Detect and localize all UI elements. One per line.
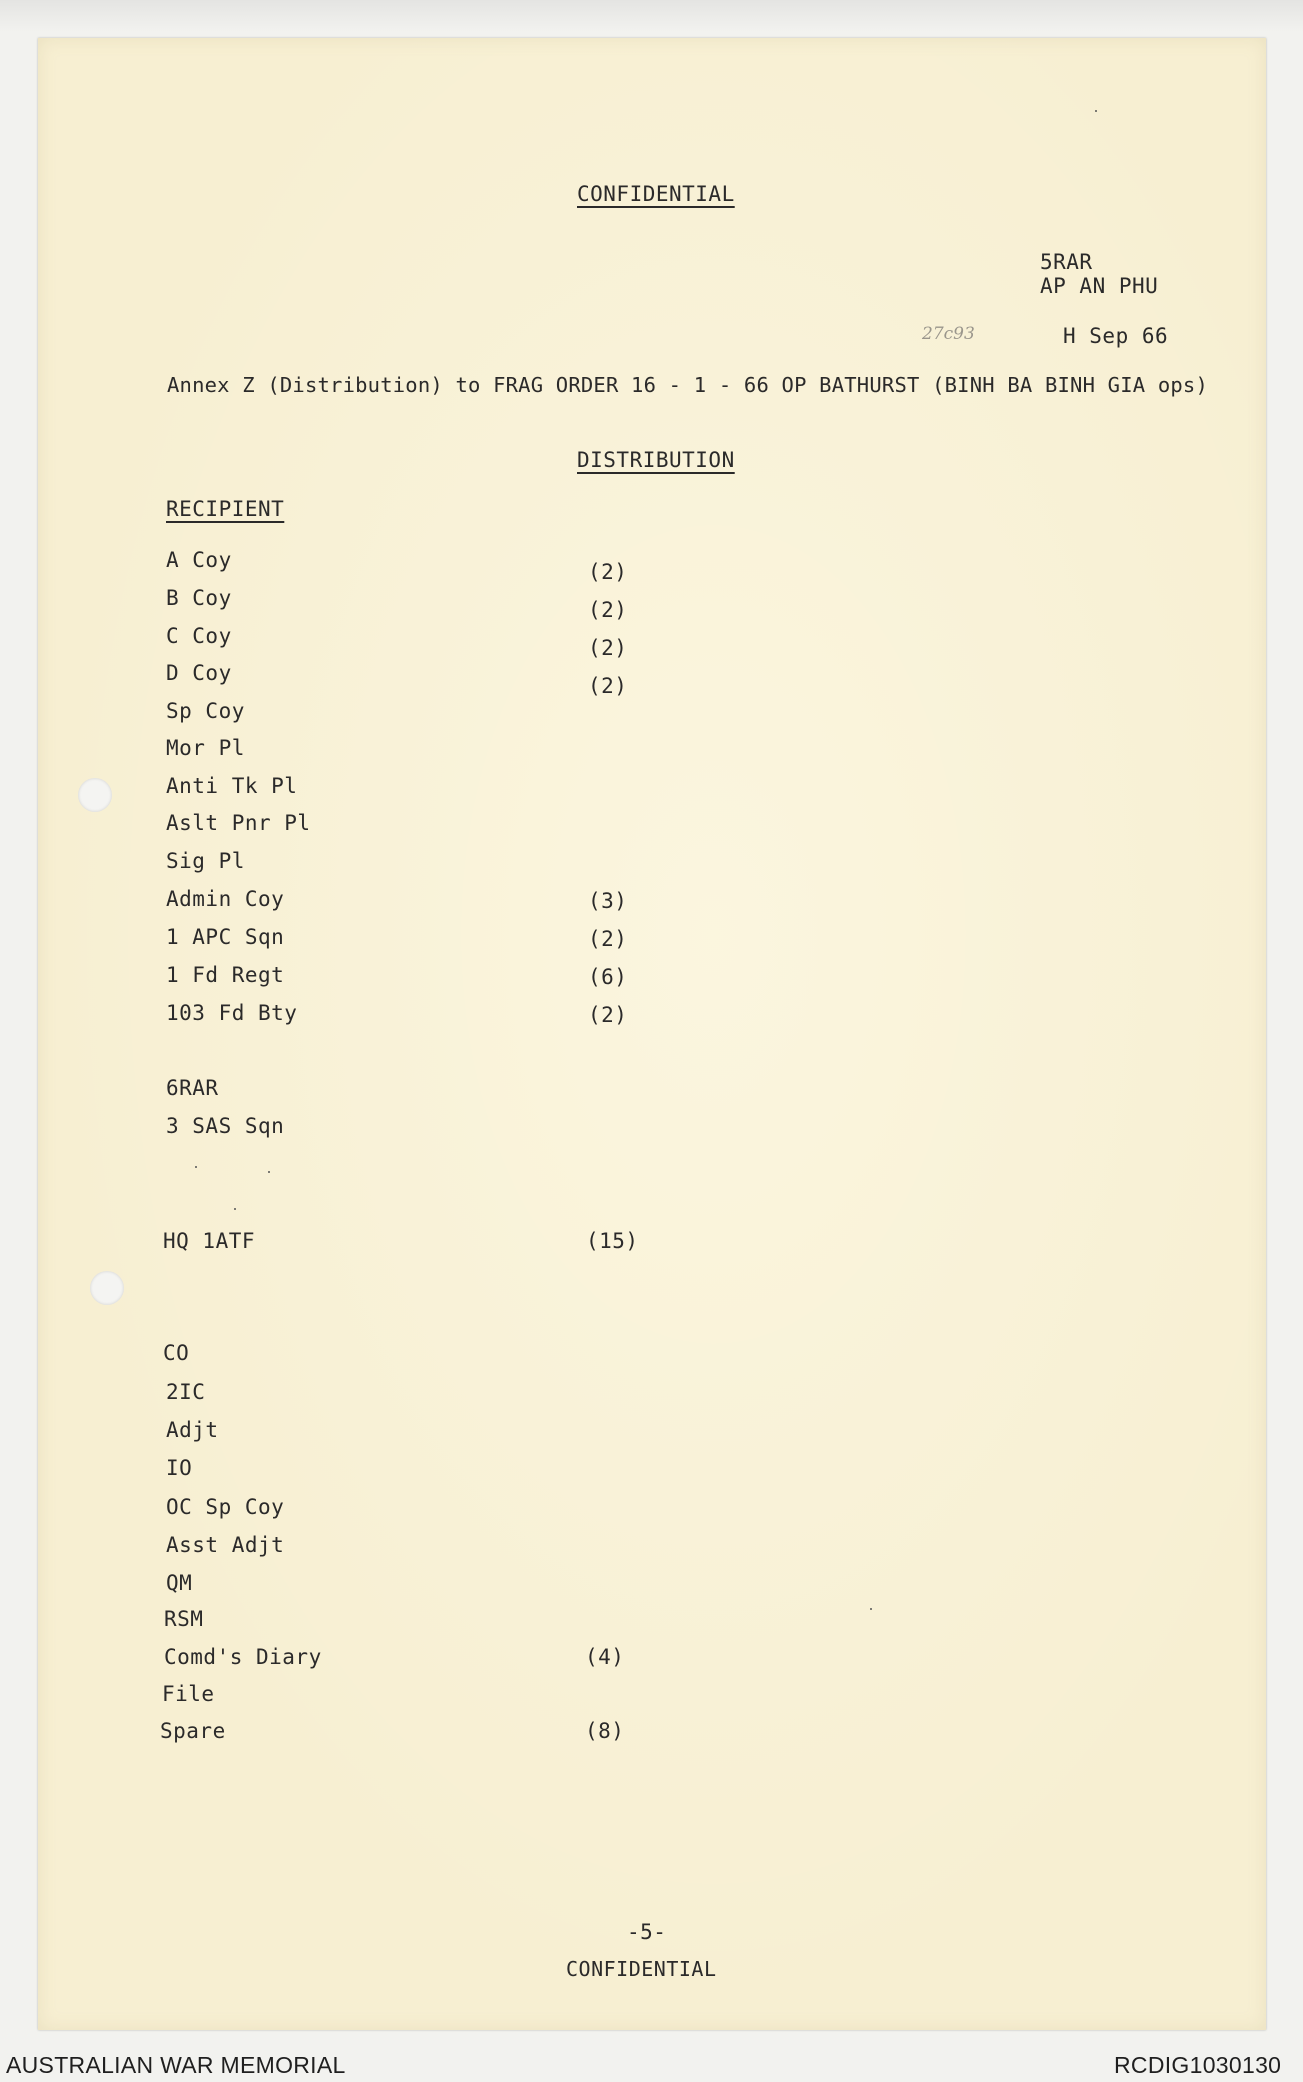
- section-heading: DISTRIBUTION: [577, 448, 735, 472]
- recipient-name: Sp Coy: [166, 699, 245, 723]
- recipient-name: Admin Coy: [166, 887, 285, 911]
- paper-speck: [1095, 110, 1097, 112]
- recipient-name: Asst Adjt: [166, 1533, 285, 1557]
- recipient-name: 1 APC Sqn: [166, 925, 285, 949]
- recipient-name: HQ 1ATF: [163, 1229, 256, 1253]
- recipient-name: Anti Tk Pl: [166, 774, 298, 798]
- recipient-name: B Coy: [166, 586, 232, 610]
- copy-count: (2): [588, 1003, 628, 1027]
- recipient-name: OC Sp Coy: [166, 1495, 285, 1519]
- page-number: -5-: [627, 1920, 667, 1944]
- recipient-name: 6RAR: [166, 1076, 219, 1100]
- handwritten-dtg: 27c93: [922, 324, 975, 344]
- classification-bottom: CONFIDENTIAL: [566, 1957, 717, 1981]
- recipient-name: 3 SAS Sqn: [166, 1114, 285, 1138]
- recipient-name: Sig Pl: [166, 849, 245, 873]
- recipient-name: 103 Fd Bty: [166, 1001, 298, 1025]
- dtg: H Sep 66: [1063, 324, 1169, 348]
- copy-count: (6): [588, 965, 628, 989]
- copy-count: (2): [588, 674, 628, 698]
- copy-count: (4): [585, 1645, 625, 1669]
- punch-hole: [90, 1271, 124, 1305]
- paper-speck: [234, 1208, 236, 1210]
- recipient-name: Mor Pl: [166, 736, 245, 760]
- location: AP AN PHU: [1040, 274, 1159, 298]
- recipient-name: IO: [166, 1456, 193, 1480]
- copy-count: (2): [588, 598, 628, 622]
- recipient-name: Adjt: [166, 1418, 219, 1442]
- unit-designation: 5RAR: [1040, 250, 1093, 274]
- copy-count: (2): [588, 560, 628, 584]
- recipient-name: A Coy: [166, 548, 232, 572]
- paper-speck: [268, 1171, 270, 1173]
- recipient-name: C Coy: [166, 624, 232, 648]
- recipient-name: 2IC: [166, 1380, 206, 1404]
- recipient-name: Spare: [160, 1719, 226, 1743]
- annex-title: Annex Z (Distribution) to FRAG ORDER 16 - 1 - 66 OP BATHURST (BINH BA BINH GIA ops): [167, 373, 1208, 397]
- paper-speck: [195, 1166, 197, 1168]
- archive-institution: AUSTRALIAN WAR MEMORIAL: [6, 2052, 346, 2078]
- copy-count: (2): [588, 927, 628, 951]
- recipient-name: File: [162, 1682, 215, 1706]
- recipient-name: QM: [166, 1571, 193, 1595]
- copy-count: (3): [588, 889, 628, 913]
- recipient-name: RSM: [164, 1607, 204, 1631]
- classification-top: CONFIDENTIAL: [577, 182, 735, 206]
- archive-item-id: RCDIG1030130: [1114, 2052, 1282, 2078]
- scan-background: [0, 0, 1303, 32]
- recipient-name: CO: [163, 1341, 190, 1365]
- recipient-name: Aslt Pnr Pl: [166, 811, 311, 835]
- copy-count: (2): [588, 636, 628, 660]
- recipient-name: D Coy: [166, 661, 232, 685]
- punch-hole: [78, 778, 112, 812]
- paper-speck: [870, 1608, 872, 1610]
- recipient-name: Comd's Diary: [164, 1645, 322, 1669]
- copy-count: (8): [585, 1719, 625, 1743]
- copy-count: (15): [586, 1229, 639, 1253]
- recipient-column-heading: RECIPIENT: [166, 497, 285, 521]
- recipient-name: 1 Fd Regt: [166, 963, 285, 987]
